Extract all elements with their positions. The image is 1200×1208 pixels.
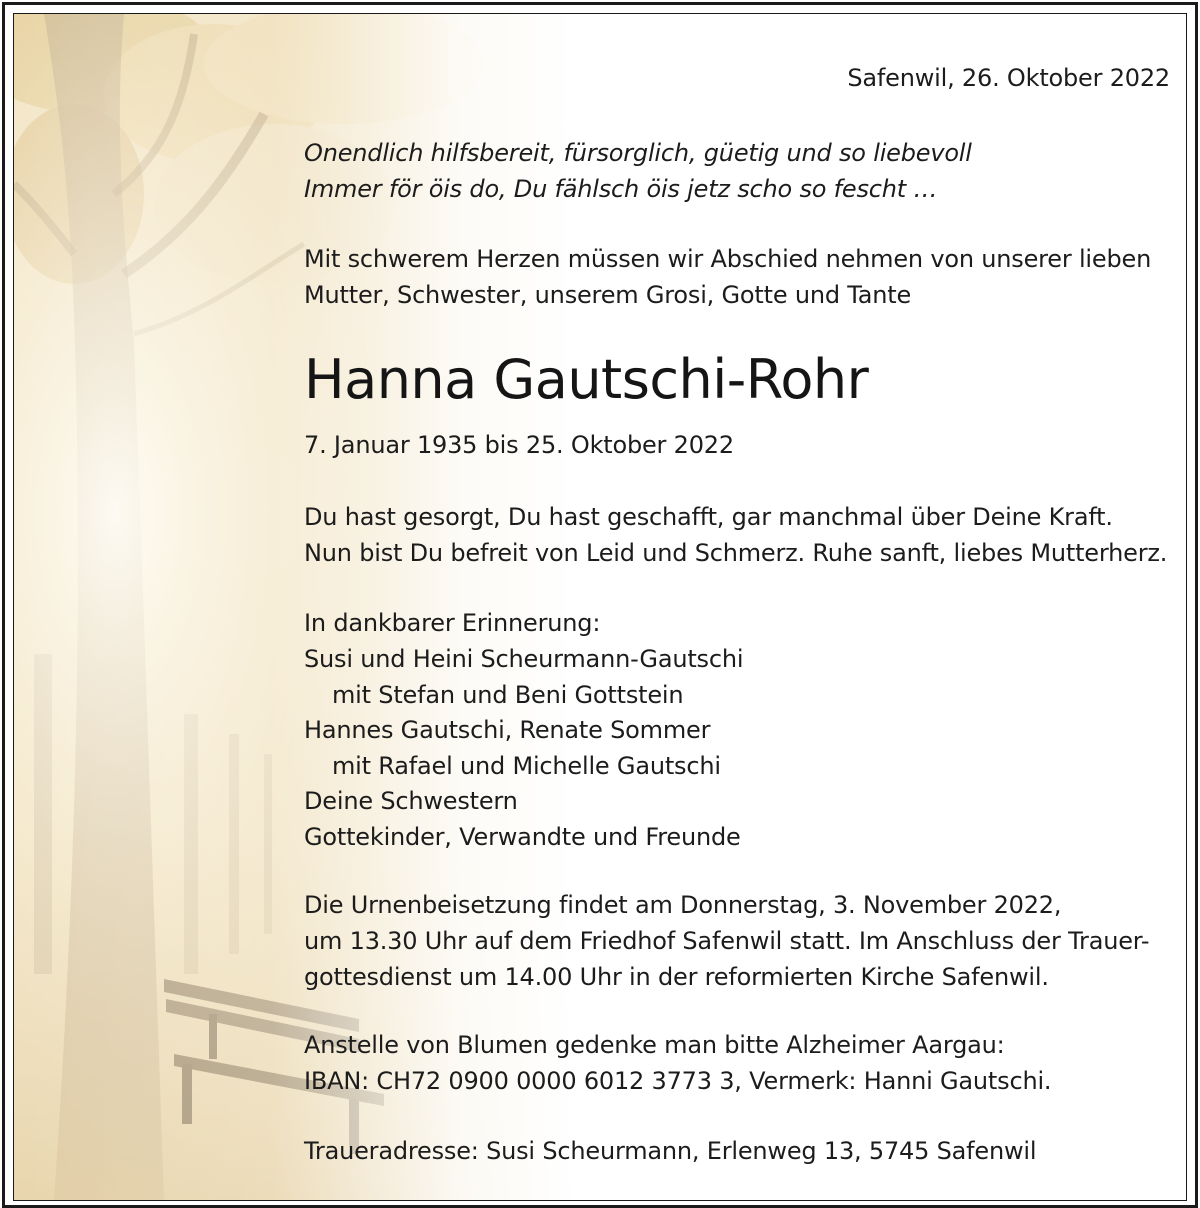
mourner-line: mit Rafael und Michelle Gautschi [332,752,721,780]
mourner-line: Gottekinder, Verwandte und Freunde [304,823,741,851]
deceased-name: Hanna Gautschi-Rohr [304,348,869,411]
inner-border [13,13,1187,1201]
tribute-line-2: Nun bist Du befreit von Leid und Schmerz. Ruhe sanft, liebes Mutterherz. [304,539,1168,567]
mourner-line: mit Stefan und Beni Gottstein [332,681,684,709]
life-dates: 7. Januar 1935 bis 25. Oktober 2022 [304,431,734,459]
mourners-heading: In dankbarer Erinnerung: [304,609,601,637]
outer-border [2,2,1198,1208]
ceremony-line-2: um 13.30 Uhr auf dem Friedhof Safenwil statt. Im Anschluss der Trauer- [304,927,1150,955]
mourner-line: Deine Schwestern [304,787,518,815]
mourner-line: Hannes Gautschi, Renate Sommer [304,716,711,744]
tribute-line-1: Du hast gesorgt, Du hast geschafft, gar manchmal über Deine Kraft. [304,503,1113,531]
funeral-address: Traueradresse: Susi Scheurmann, Erlenweg 13, 5745 Safenwil [304,1137,1037,1165]
ceremony-line-3: gottesdienst um 14.00 Uhr in der reformierten Kirche Safenwil. [304,963,1049,991]
place-date: Safenwil, 26. Oktober 2022 [847,64,1170,92]
donation-line-1: Anstelle von Blumen gedenke man bitte Alzheimer Aargau: [304,1031,1005,1059]
ceremony-line-1: Die Urnenbeisetzung findet am Donnerstag, 3. November 2022, [304,891,1062,919]
donation-line-2: IBAN: CH72 0900 0000 6012 3773 3, Vermerk: Hanni Gautschi. [304,1067,1052,1095]
intro-line-2: Mutter, Schwester, unserem Grosi, Gotte und Tante [304,281,912,309]
mourner-line: Susi und Heini Scheurmann-Gautschi [304,645,744,673]
verse-line-2: Immer för öis do, Du fählsch öis jetz scho so fescht … [304,175,938,203]
verse-line-1: Onendlich hilfsbereit, fürsorglich, güetig und so liebevoll [304,139,972,167]
intro-line-1: Mit schwerem Herzen müssen wir Abschied nehmen von unserer lieben [304,245,1152,273]
